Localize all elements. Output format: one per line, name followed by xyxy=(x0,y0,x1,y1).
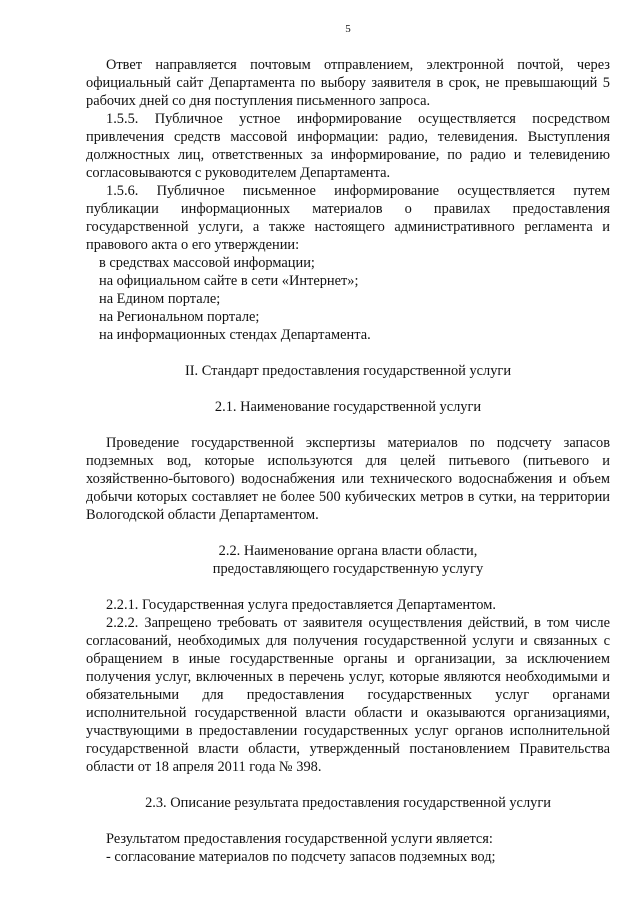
list-item: в средствах массовой информации; xyxy=(99,255,315,271)
paragraph-1-5-6: 1.5.6. Публичное письменное информирование осуществляется путем публикации информационных материалов о правилах предоставления государственной услуги, а также настоящего административного регламента и правового акта о его утверждении: xyxy=(86,183,610,253)
paragraph-1-5-5: 1.5.5. Публичное устное информирование осуществляется посредством привлечения средств массовой информации: радио, телевидения. Выступления должностных лиц, ответственных за информирование, по радио и телевидению согласовываются с руководителем Департамента. xyxy=(86,111,610,181)
heading-2-3: 2.3. Описание результата предоставления государственной услуги xyxy=(145,795,551,811)
heading-2-2-line1: 2.2. Наименование органа власти области, xyxy=(218,543,478,559)
section-title: II. Стандарт предоставления государственной услуги xyxy=(184,363,512,379)
paragraph-2-3-item: - согласование материалов по подсчету запасов подземных вод; xyxy=(106,849,496,865)
list-item: на Региональном портале; xyxy=(99,309,260,325)
heading-2-2 xyxy=(86,542,610,578)
paragraph-2-3: Результатом предоставления государственной услуги является: xyxy=(106,831,493,847)
list-item: на официальном сайте в сети «Интернет»; xyxy=(99,273,359,289)
list-item: на информационных стендах Департамента. xyxy=(99,327,371,343)
page-number: 5 xyxy=(345,23,351,35)
paragraph-2-2-2: 2.2.2. Запрещено требовать от заявителя осуществления действий, в том числе согласований, необходимых для получения государственной услуги и связанных с обращением в иные государственные органы и организации, за исключением получения услуг, включенных в перечень услуг, которые являются необходимыми и обязательными для предоставления государственных услуг органами исполнительной государственной власти области и оказываются организациями, участвующими в предоставлении государственных услуг органов исполнительной государственной власти области, утвержденный постановлением Правительства области от 18 апреля 2011 года № 398. xyxy=(86,615,610,775)
paragraph-2-1: Проведение государственной экспертизы материалов по подсчету запасов подземных вод, которые используются для целей питьевого (питьевого и хозяйственно-бытового) водоснабжения или технического водоснабжения и объем добычи которых составляет не более 500 кубических метров в сутки, на территории Вологодской области Департаментом. xyxy=(86,435,610,523)
list-item: на Едином портале; xyxy=(99,291,221,307)
paragraph-2-2-1: 2.2.1. Государственная услуга предоставляется Департаментом. xyxy=(106,597,496,613)
heading-2-1: 2.1. Наименование государственной услуги xyxy=(214,399,482,415)
heading-2-2-line2: предоставляющего государственную услугу xyxy=(212,561,484,577)
paragraph-response: Ответ направляется почтовым отправлением, электронной почтой, через официальный сайт Департамента по выбору заявителя в срок, не превышающий 5 рабочих дней со дня поступления письменного запроса. xyxy=(86,57,610,109)
